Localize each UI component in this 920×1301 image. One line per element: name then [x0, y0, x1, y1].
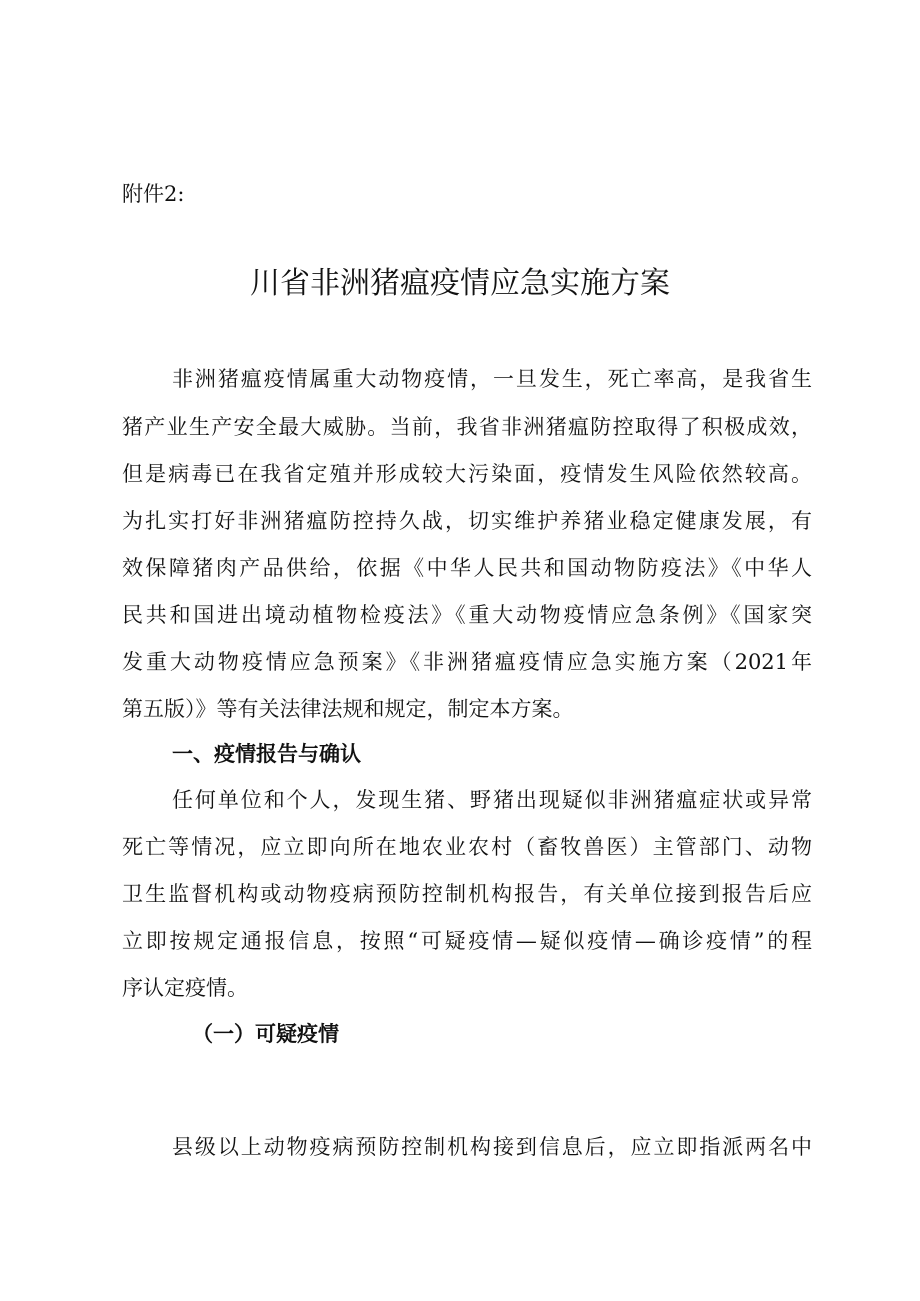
intro-line: 非洲猪瘟疫情属重大动物疫情，一旦发生，死亡率高，是我省生	[172, 367, 812, 391]
section-heading: 一、疫情报告与确认	[172, 742, 361, 766]
intro-line: 第五版）》等有关法律法规和规定，制定本方案。	[122, 697, 574, 721]
subsection-line: 县级以上动物疫病预防控制机构接到信息后，应立即指派两名中	[172, 1135, 812, 1159]
subsection-heading: （一）可疑疫情	[192, 1022, 339, 1046]
section-line: 任何单位和个人，发现生猪、野猪出现疑似非洲猪瘟症状或异常	[172, 788, 812, 812]
section-line: 立即按规定通报信息，按照“可疑疫情—疑似疫情—确诊疫情”的程	[122, 929, 812, 953]
intro-line: 但是病毒已在我省定殖并形成较大污染面，疫情发生风险依然较高。	[122, 462, 812, 486]
intro-line: 效保障猪肉产品供给，依据《中华人民共和国动物防疫法》《中华人	[122, 556, 812, 580]
document-title: 川省非洲猪瘟疫情应急实施方案	[250, 266, 670, 301]
intro-line: 为扎实打好非洲猪瘟防控持久战，切实维护养猪业稳定健康发展，有	[122, 509, 812, 533]
attachment-label: 附件2:	[122, 182, 185, 206]
intro-line: 发重大动物疫情应急预案》《非洲猪瘟疫情应急实施方案（2021年	[122, 650, 812, 674]
section-line: 序认定疫情。	[122, 976, 248, 1000]
intro-line: 猪产业生产安全最大威胁。当前，我省非洲猪瘟防控取得了积极成效，	[122, 415, 812, 439]
section-line: 卫生监督机构或动物疫病预防控制机构报告，有关单位接到报告后应	[122, 882, 812, 906]
intro-line: 民共和国进出境动植物检疫法》《重大动物疫情应急条例》《国家突	[122, 603, 812, 627]
section-line: 死亡等情况，应立即向所在地农业农村（畜牧兽医）主管部门、动物	[122, 835, 812, 859]
